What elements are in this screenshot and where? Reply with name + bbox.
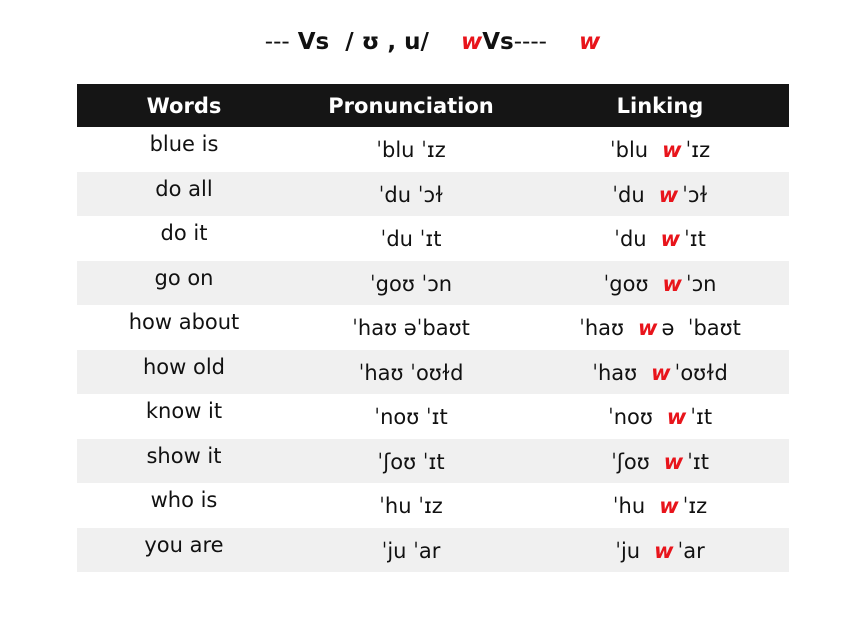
page-title xyxy=(0,26,865,58)
linking-second-word: ˈɪt xyxy=(684,227,706,252)
word-cell: go on xyxy=(154,265,214,290)
table-row xyxy=(77,216,789,261)
title-dash-right: ---- xyxy=(513,29,547,55)
linking-cell xyxy=(531,272,789,296)
linking-second-word: ˈar xyxy=(677,538,705,563)
linking-second-word: ˈɪz xyxy=(682,494,708,519)
word-cell: you are xyxy=(144,532,224,557)
word-cell: know it xyxy=(145,399,223,424)
word-cell: how old xyxy=(142,354,226,379)
pronunciation-cell: ˈdu ˈɔɫ xyxy=(378,182,444,207)
title-w-right: w xyxy=(578,29,601,55)
linking-w-marker: w xyxy=(666,405,687,430)
linking-cell xyxy=(531,361,789,385)
linking-second-word: ˈɔn xyxy=(685,271,717,296)
pronunciation-cell: ˈgoʊ ˈɔn xyxy=(369,271,453,296)
linking-first-word: ˈhu xyxy=(612,494,646,519)
table-body xyxy=(77,127,789,572)
title-phonemes: / ʊ , u/ xyxy=(345,29,429,55)
linking-w-marker: w xyxy=(660,227,680,252)
word-cell: do all xyxy=(155,176,213,201)
word-cell: who is xyxy=(150,488,218,513)
linking-w-marker: w xyxy=(662,138,682,163)
linking-first-word: ˈhaʊ xyxy=(579,316,625,341)
table-row xyxy=(77,528,789,573)
title-vs-left: Vs xyxy=(297,29,330,55)
linking-second-word: ə ˈbaʊt xyxy=(661,316,741,341)
table-row xyxy=(77,439,789,484)
title-vs-right: Vs xyxy=(482,29,514,55)
linking-cell xyxy=(531,138,789,162)
pronunciation-cell: ˈhaʊ ˈoʊɫd xyxy=(358,360,464,385)
linking-cell xyxy=(531,316,789,340)
header-linking: Linking xyxy=(616,93,704,118)
linking-w-marker: w xyxy=(654,538,674,563)
linking-second-word: ˈɪz xyxy=(685,138,711,163)
linking-first-word: ˈnoʊ xyxy=(607,405,653,430)
word-cell: how about xyxy=(128,310,240,335)
pronunciation-cell: ˈhaʊ əˈbaʊt xyxy=(352,316,470,341)
linking-first-word: ˈdu xyxy=(612,182,645,207)
table-header xyxy=(77,84,789,127)
word-cell: do it xyxy=(160,221,208,246)
linking-table xyxy=(77,84,789,572)
pronunciation-cell: ˈhu ˈɪz xyxy=(379,494,443,519)
pronunciation-cell: ˈblu ˈɪz xyxy=(376,138,446,163)
linking-w-marker: w xyxy=(651,360,671,385)
linking-w-marker: w xyxy=(638,316,658,341)
linking-second-word: ˈɪt xyxy=(687,449,709,474)
linking-second-word: ˈɔɫ xyxy=(682,182,708,207)
header-pronunciation: Pronunciation xyxy=(328,93,494,118)
linking-cell xyxy=(531,494,789,518)
linking-second-word: ˈoʊɫd xyxy=(674,360,728,385)
linking-cell xyxy=(531,539,789,563)
word-cell: show it xyxy=(146,443,222,468)
linking-first-word: ˈhaʊ xyxy=(592,360,638,385)
linking-w-marker: w xyxy=(659,494,679,519)
linking-second-word: ˈɪt xyxy=(690,405,713,430)
word-cell: blue is xyxy=(149,132,219,157)
table-row xyxy=(77,350,789,395)
linking-w-marker: w xyxy=(663,449,684,474)
linking-w-marker: w xyxy=(662,271,682,296)
linking-first-word: ˈblu xyxy=(609,138,649,163)
linking-cell xyxy=(531,405,789,429)
table-row xyxy=(77,127,789,172)
linking-cell xyxy=(531,450,789,474)
table-row xyxy=(77,172,789,217)
pronunciation-cell: ˈdu ˈɪt xyxy=(380,227,442,252)
pronunciation-cell: ˈju ˈar xyxy=(381,538,441,563)
pronunciation-cell: ˈnoʊ ˈɪt xyxy=(374,405,448,430)
title-dash-left: --- xyxy=(264,29,290,55)
table-row xyxy=(77,305,789,350)
linking-cell xyxy=(531,227,789,251)
linking-first-word: ˈju xyxy=(615,538,641,563)
header-words: Words xyxy=(146,93,222,118)
linking-first-word: ˈʃoʊ xyxy=(611,449,650,474)
table-row xyxy=(77,261,789,306)
table-row xyxy=(77,394,789,439)
linking-first-word: ˈdu xyxy=(614,227,647,252)
table-row xyxy=(77,483,789,528)
linking-w-marker: w xyxy=(658,182,679,207)
linking-cell xyxy=(531,183,789,207)
linking-first-word: ˈgoʊ xyxy=(603,271,649,296)
pronunciation-cell: ˈʃoʊ ˈɪt xyxy=(377,449,445,474)
title-w-mid: w xyxy=(460,29,483,55)
